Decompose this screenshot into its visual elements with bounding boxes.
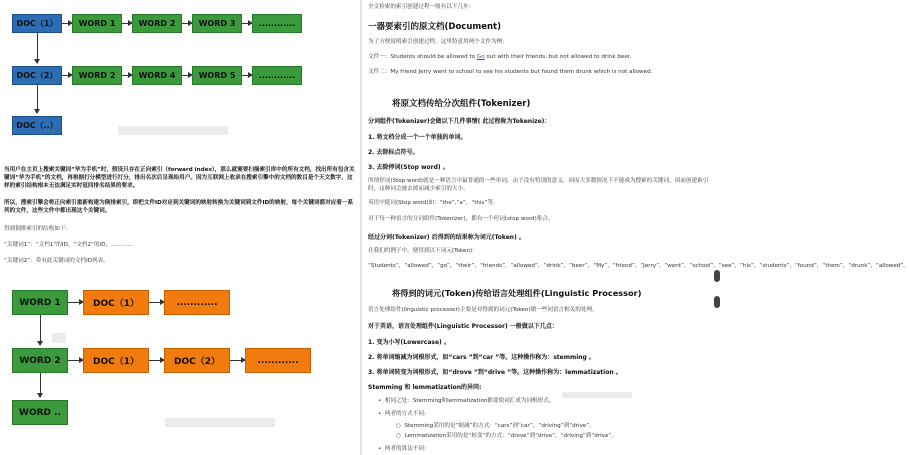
list-item: • 两者的方式不同:: [378, 411, 426, 417]
go-link[interactable]: Go: [476, 54, 485, 60]
arrow: [242, 23, 252, 24]
linguistic-step-1: 1. 变为小写(Lowercase) 。: [368, 339, 450, 346]
list-item: ○ Stemming采用的是“缩减”的方式：“cars”到“car”，“driving”到“drive”。: [396, 423, 595, 429]
paragraph-forward-index: 当用户在主页上搜索关键词“华为手机”时，假设只存在正向索引（forward index），那么就需要扫描索引库中的所有文档，找出所有包含关键词“华为手机”的文档，再根据打分模型进行打分，排出名次后呈现给用户。因为互联网上收录在搜索引擎中的文档的数目是个天文数字，这样的索引结构根本无法满足实时返回排名结果的要求。: [4, 167, 355, 190]
token-list: “Students”，“allowed”，“go”，“their”，“friends”，“allowed”，“drink”，“beer”，“My”，“friend”，“Jerry”，“went”，“school”，“see”，“his”，“students”，“found”，“them”，“drunk”，“allowed”。: [368, 263, 909, 269]
word-node: WORD 1: [72, 14, 122, 33]
list-item: ○ Lemmatization采用的是“转变”的方式：“drove”到“drive”，“driving”到“drive”。: [396, 433, 617, 439]
intro-text: 全文检索的索引创建过程一般有以下几步：: [368, 4, 475, 10]
word-node: WORD 4: [132, 66, 182, 85]
word-node: WORD 1: [12, 290, 68, 315]
watermark-smudge: [562, 392, 632, 398]
paragraph-stop-word: 所谓停词(Stop word)就是一种语言中最普通的一些单词，由于没有特别的意义，因而大多数情况下不能成为搜索的关键词，因而创建索引时，这种词会被去掉而减少索引的大小。: [368, 178, 709, 193]
arrow: [68, 360, 83, 361]
doc-node: DOC（..）: [12, 116, 62, 135]
section-heading-tokenizer: 将原文档传给分次组件(Tokenizer): [392, 99, 531, 109]
section-heading-linguistic: 将得到的词元(Token)传给语言处理组件(Linguistic Processor): [392, 288, 642, 298]
file-one: 文件一：Students should be allowed to Go out with their friends, but not allowed to drink beer.: [368, 54, 632, 60]
word-node: WORD 2: [12, 348, 68, 373]
doc-node: DOC（1）: [12, 14, 62, 33]
list-item: • 两者的算法不同:: [378, 446, 426, 452]
more-node: ............: [164, 290, 230, 315]
tokenizer-step-2: 2. 去除标点符号。: [368, 149, 419, 156]
doc-node: DOC（1）: [83, 290, 149, 315]
doc-node: DOC（2）: [164, 348, 230, 373]
file-two: 文件二：My friend Jerry went to school to see his students but found them drunk which is not allowed.: [368, 69, 653, 75]
tokenizer-step-3: 3. 去除停词(Stop word) 。: [368, 164, 449, 171]
scroll-handle[interactable]: [714, 270, 720, 282]
paragraph-linguistic-intro: 语言处理组件(linguistic processor)主要是对得到的词元(Token)做一些同语言相关的处理。: [368, 307, 598, 313]
arrow: [122, 75, 132, 76]
left-document-page: [0, 0, 360, 455]
paragraph-stop-word-examples: 英语中挺词(Stop word)如：“the”,“a”，“this”等。: [368, 200, 499, 206]
linguistic-step-3: 3. 将单词转变为词根形式，如“drove ”到“drive ”等。这种操作称为：lemmatization 。: [368, 369, 622, 376]
tokenizer-intro: 分词组件(Tokenizer)会做以下几件事情( 此过程称为Tokenize)：: [368, 118, 551, 125]
arrow: [40, 373, 41, 397]
paragraph-inverted-index: 所以，搜索引擎会将正向索引重新构建为倒排索引，即把文件ID对应到关键词的映射转换为关键词到文件ID的映射，每个关键词都对应着一系列的文件，这些文件中都出现这个关键词。: [4, 200, 354, 215]
word-node: WORD 2: [132, 14, 182, 33]
doc-node: DOC（1）: [83, 348, 149, 373]
arrow: [182, 75, 192, 76]
watermark-smudge: [52, 333, 66, 343]
arrow: [37, 33, 38, 63]
word-node: WORD ..: [12, 400, 68, 425]
list-item: • 相同之处：Stemming和lemmatization都要使词汇成为词根形式。: [378, 398, 555, 404]
more-node: ............: [245, 348, 311, 373]
paragraph-keyword1: “关键词1”：“文档1”的ID，“文档2”的ID，…………: [4, 242, 134, 248]
stemming-vs-lemmatization-heading: Stemming 和 lemmatization的异同:: [368, 384, 482, 391]
word-node: WORD 3: [192, 14, 242, 33]
watermark-smudge: [118, 126, 228, 135]
paragraph-stop-word-set: 对于每一种语言的分词组件(Tokenizer)，都有一个停词(stop word)集合。: [368, 216, 554, 222]
arrow: [242, 75, 252, 76]
word-node: WORD 5: [192, 66, 242, 85]
arrow: [62, 75, 72, 76]
linguistic-step-2: 2. 将单词缩减为词根形式，如“cars ”到“car ”等。这种操作称为：stemming 。: [368, 354, 595, 361]
arrow: [40, 315, 41, 345]
more-node: ............: [252, 66, 302, 85]
right-document-page: [362, 0, 909, 455]
arrow: [182, 23, 192, 24]
paragraph-files-intro: 为了方便说明索引创建过程，这里特意用两个文件为例：: [368, 39, 508, 45]
arrow: [149, 302, 164, 303]
paragraph-token-example: 在我们的例子中，便得到以下词元(Token)：: [368, 248, 478, 254]
arrow: [68, 302, 83, 303]
arrow: [149, 360, 164, 361]
tokenizer-step-1: 1. 将文档分成一个一个单独的单词。: [368, 134, 467, 141]
section-heading-document: 一器要索引的原文档(Document): [368, 22, 501, 32]
arrow: [230, 360, 245, 361]
token-result-heading: 经过分词(Tokenizer) 后得到的结果称为词元(Token) 。: [368, 234, 525, 241]
arrow: [122, 23, 132, 24]
paragraph-keyword2: “关键词2”：带有此关键词的文档ID列表。: [4, 258, 109, 264]
scroll-handle[interactable]: [714, 296, 720, 308]
linguistic-tasks-heading: 对于英语，语言处理组件(Linguistic Processor) 一般做以下几点：: [368, 323, 558, 330]
doc-node: DOC（2）: [12, 66, 62, 85]
arrow: [62, 23, 72, 24]
arrow: [37, 85, 38, 113]
paragraph-structure: 得到倒排索引的结构如下：: [4, 226, 72, 232]
word-node: WORD 2: [72, 66, 122, 85]
watermark-smudge: [165, 418, 275, 427]
more-node: ............: [252, 14, 302, 33]
